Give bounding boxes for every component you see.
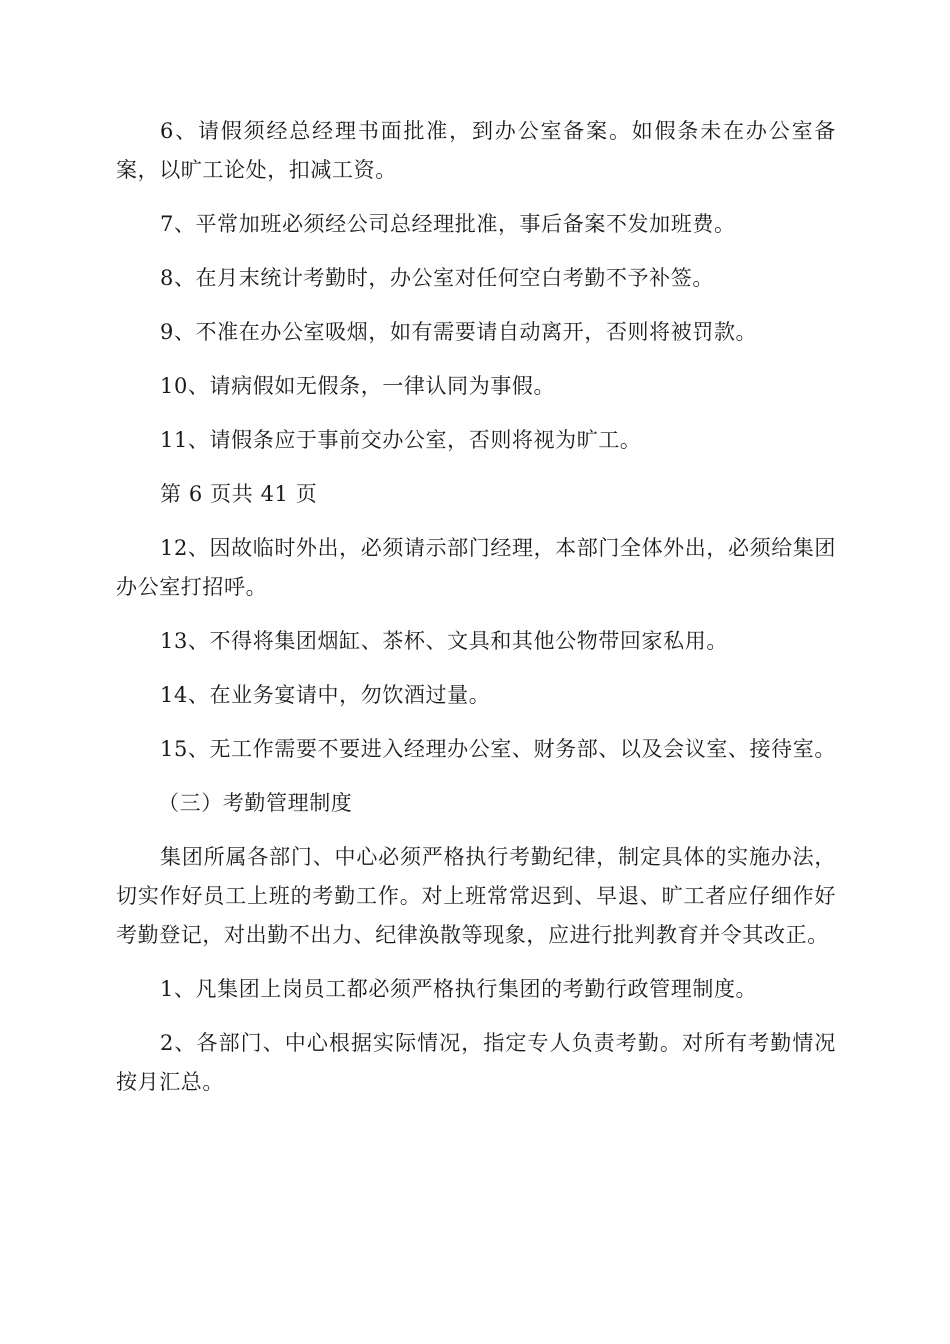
paragraph-rule-15: 15、无工作需要不要进入经理办公室、财务部、以及会议室、接待室。 xyxy=(160,737,836,761)
section-intro-paragraph: 集团所属各部门、中心必须严格执行考勤纪律，制定具体的实施办法，切实作好员工上班的考勤工作。对上班常常迟到、早退、旷工者应仔细作好考勤登记，对出勤不出力、纪律涣散等现象，应进行批判教育并令其改正。 xyxy=(116,845,836,947)
page-number: 第 6 页共 41 页 xyxy=(160,482,318,506)
paragraph-attendance-2: 2、各部门、中心根据实际情况，指定专人负责考勤。对所有考勤情况按月汇总。 xyxy=(116,1031,836,1094)
paragraph-rule-11: 11、请假条应于事前交办公室，否则将视为旷工。 xyxy=(160,428,642,452)
paragraph-rule-14: 14、在业务宴请中，勿饮酒过量。 xyxy=(160,683,491,707)
paragraph-rule-13: 13、不得将集团烟缸、茶杯、文具和其他公物带回家私用。 xyxy=(160,629,728,653)
paragraph-rule-12: 12、因故临时外出，必须请示部门经理，本部门全体外出，必须给集团办公室打招呼。 xyxy=(116,536,836,599)
document-body xyxy=(116,112,836,1117)
paragraph-rule-10: 10、请病假如无假条，一律认同为事假。 xyxy=(160,374,556,398)
paragraph-rule-9: 9、不准在办公室吸烟，如有需要请自动离开，否则将被罚款。 xyxy=(160,320,758,344)
section-heading: （三）考勤管理制度 xyxy=(158,791,353,815)
paragraph-rule-6: 6、请假须经总经理书面批准，到办公室备案。如假条未在办公室备案，以旷工论处，扣减工资。 xyxy=(116,119,836,182)
paragraph-attendance-1: 1、凡集团上岗员工都必须严格执行集团的考勤行政管理制度。 xyxy=(160,977,758,1001)
paragraph-rule-7: 7、平常加班必须经公司总经理批准，事后备案不发加班费。 xyxy=(160,212,736,236)
paragraph-rule-8: 8、在月末统计考勤时，办公室对任何空白考勤不予补签。 xyxy=(160,266,714,290)
